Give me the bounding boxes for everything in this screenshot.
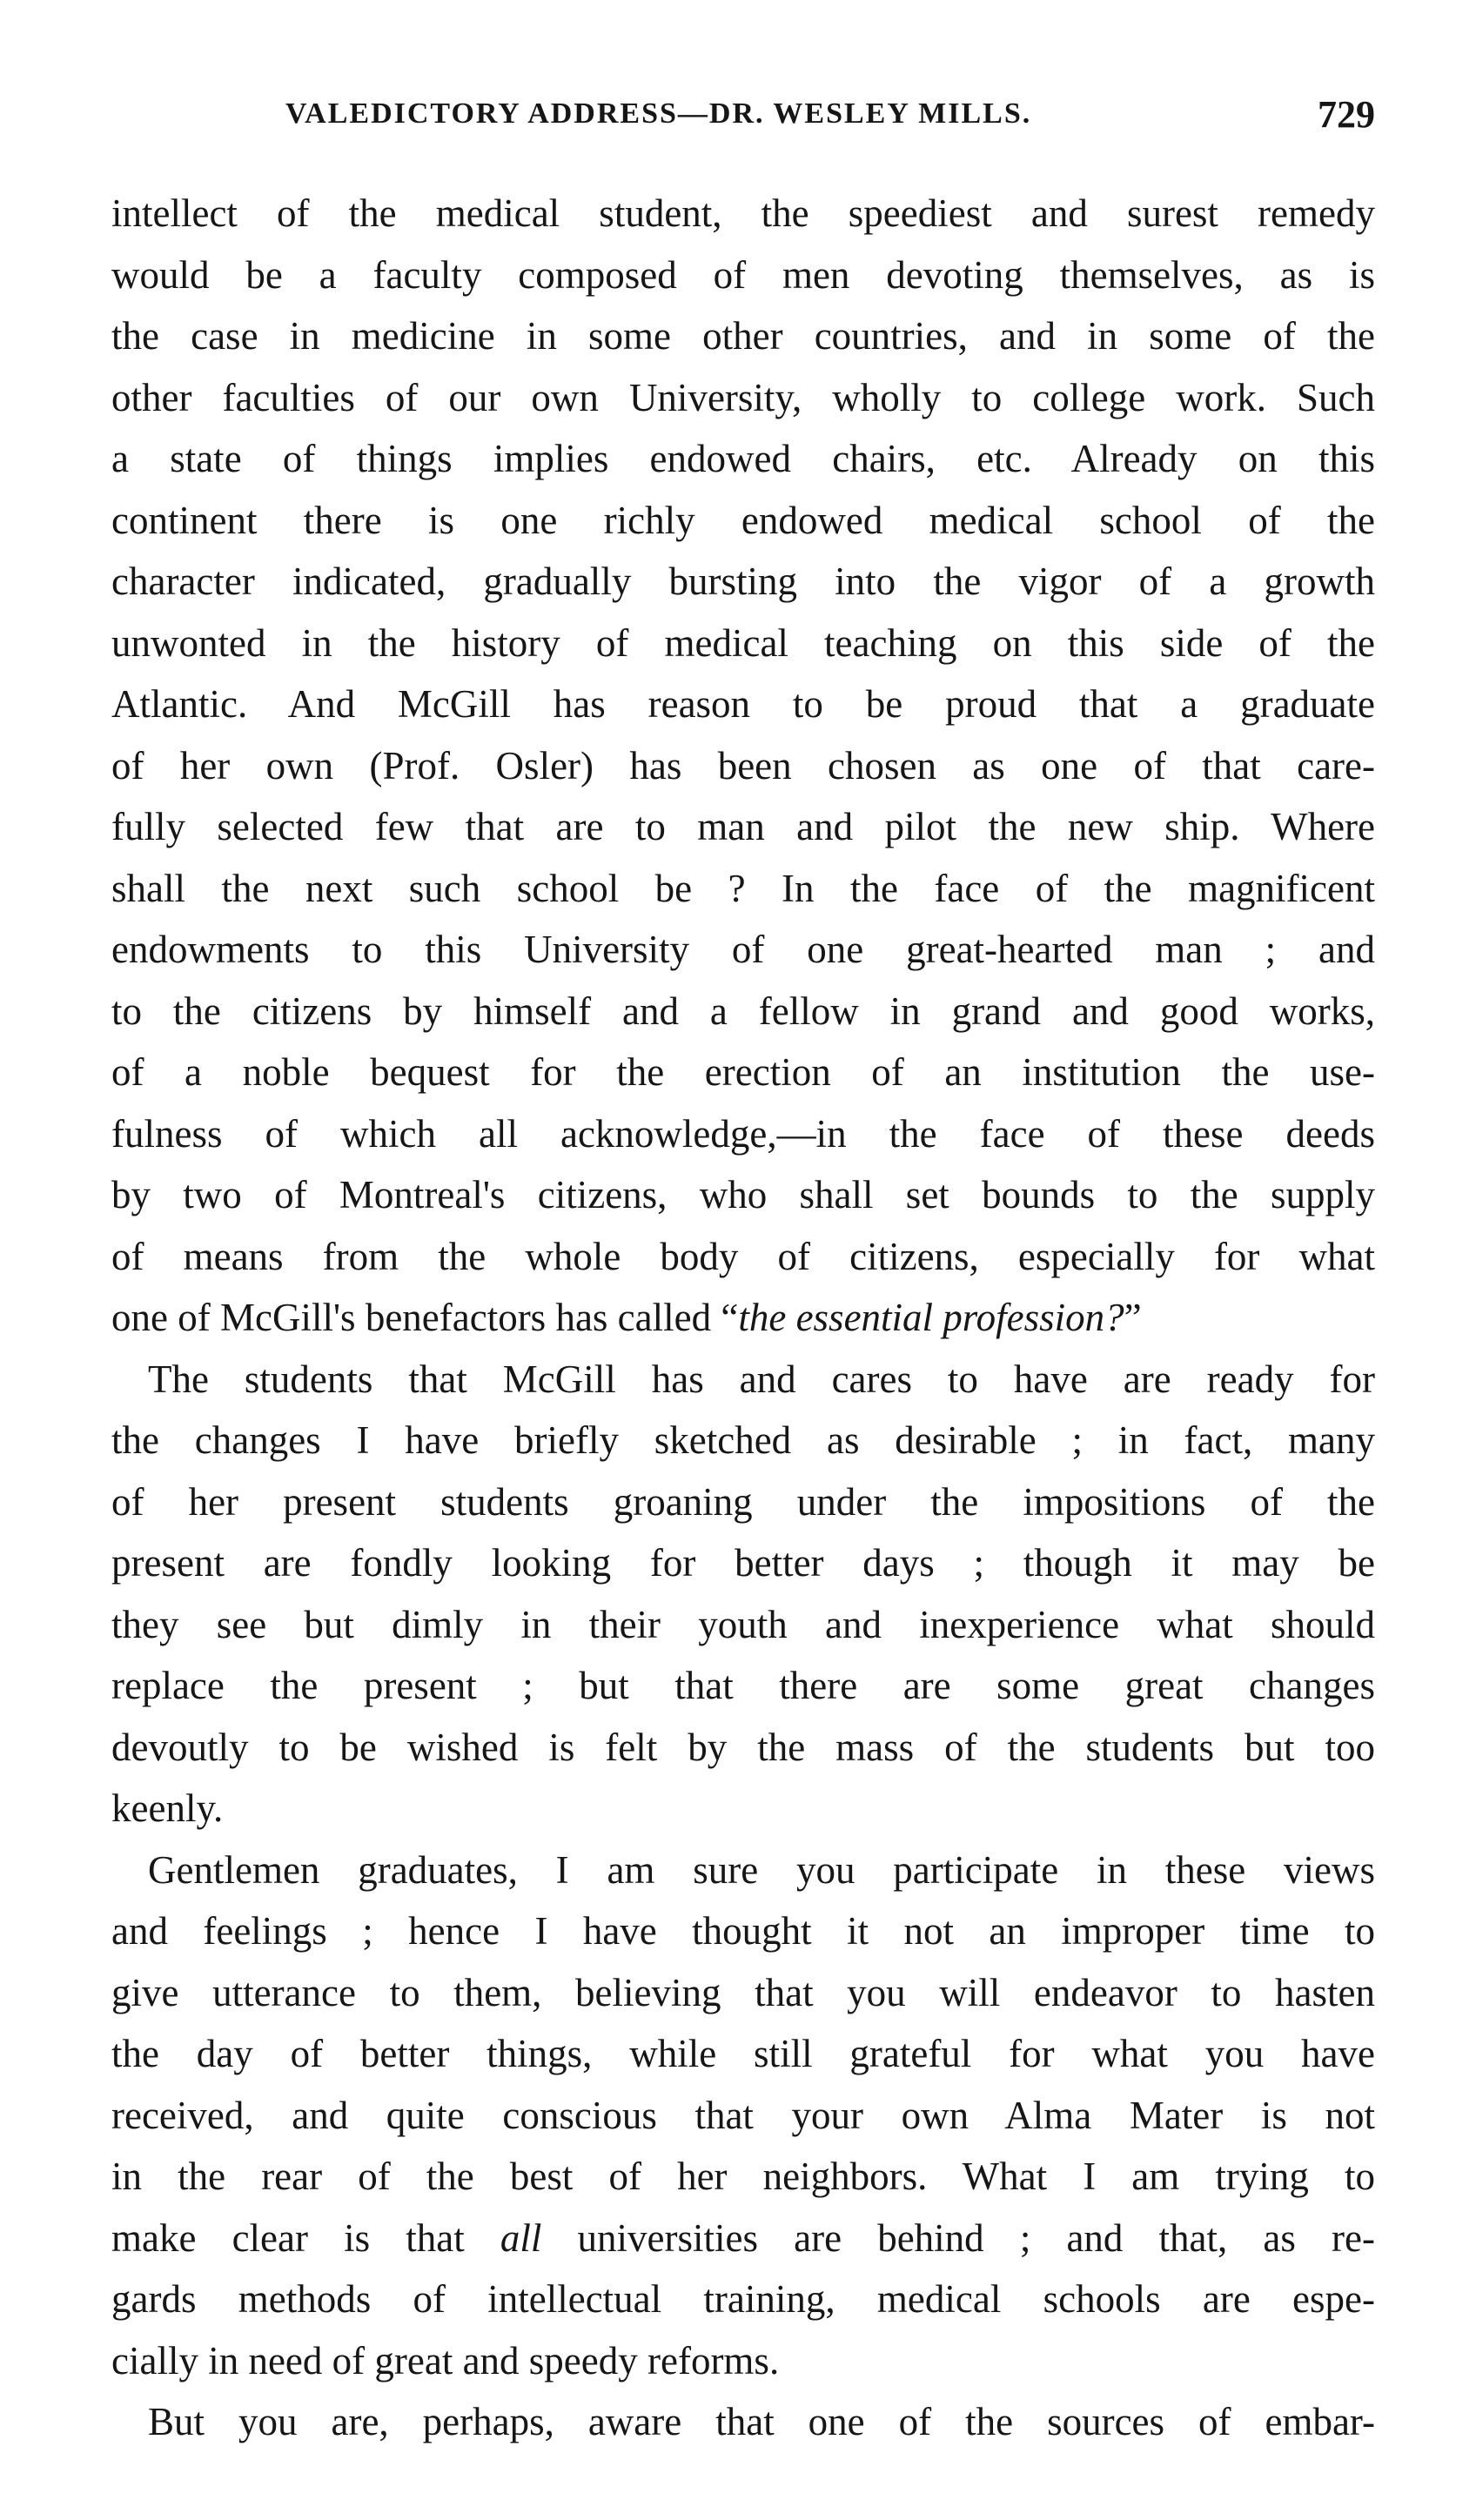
- text-line: of means from the whole body of citizens, especially for what: [111, 1234, 1375, 1278]
- text-line: cially in need of great and speedy reforms.: [111, 2338, 780, 2383]
- text-line: the day of better things, while still grateful for what you have: [111, 2032, 1375, 2075]
- document-page: [111, 0, 1375, 2520]
- paragraph-4: [111, 2391, 1375, 2453]
- text-run: one of McGill's benefactors has called “: [111, 1296, 739, 1339]
- text-line: received, and quite conscious that your own Alma Mater is not: [111, 2093, 1375, 2137]
- text-line: of a noble bequest for the erection of an institution the use-: [111, 1050, 1375, 1094]
- text-line: Gentlemen graduates, I am sure you participate in these views: [148, 1847, 1375, 1892]
- text-line: they see but dimly in their youth and inexperience what should: [111, 1602, 1375, 1646]
- text-line: devoutly to be wished is felt by the mass of the students but too: [111, 1725, 1375, 1769]
- body-text: [111, 183, 1375, 2453]
- text-line: [111, 1287, 1375, 1349]
- text-line: replace the present ; but that there are some great changes: [111, 1664, 1375, 1707]
- text-run: make clear is that: [111, 2215, 500, 2260]
- text-line: But you are, perhaps, aware that one of the sources of embar-: [148, 2400, 1375, 2443]
- text-line: the changes I have briefly sketched as desirable ; in fact, many: [111, 1418, 1375, 1462]
- text-line: of her present students groaning under the impositions of the: [111, 1479, 1375, 1524]
- text-line: keenly.: [111, 1786, 224, 1830]
- text-line: a state of things implies endowed chairs, etc. Already on this: [111, 437, 1375, 480]
- text-line: by two of Montreal's citizens, who shall set bounds to the supply: [111, 1173, 1375, 1216]
- running-header: [111, 93, 1375, 150]
- italic-word: all: [500, 2215, 542, 2260]
- text-line: fulness of which all acknowledge,—in the face of these deeds: [111, 1111, 1375, 1156]
- text-line: [111, 2208, 1375, 2269]
- running-title: VALEDICTORY ADDRESS—DR. WESLEY MILLS.: [285, 97, 1032, 130]
- text-line: endowments to this University of one great-hearted man ; and: [111, 928, 1375, 971]
- text-line: shall the next such school be ? In the face of the magnificent: [111, 866, 1375, 910]
- text-line: of her own (Prof. Osler) has been chosen as one of that care-: [111, 743, 1375, 788]
- text-line: intellect of the medical student, the speediest and surest remedy: [111, 191, 1375, 235]
- text-line: would be a faculty composed of men devoting themselves, as is: [111, 252, 1375, 297]
- text-line: to the citizens by himself and a fellow in grand and good works,: [111, 989, 1375, 1033]
- text-line: give utterance to them, believing that you will endeavor to hasten: [111, 1970, 1375, 2014]
- text-line: other faculties of our own University, wholly to college work. Such: [111, 375, 1375, 419]
- paragraph-1: [111, 183, 1375, 1349]
- text-line: and feelings ; hence I have thought it not an improper time to: [111, 1909, 1375, 1953]
- text-line: the case in medicine in some other countries, and in some of the: [111, 314, 1375, 358]
- text-line: fully selected few that are to man and pilot the new ship. Where: [111, 805, 1375, 848]
- text-line: continent there is one richly endowed medical school of the: [111, 498, 1375, 542]
- text-line: The students that McGill has and cares to have are ready for: [148, 1357, 1375, 1401]
- text-line: present are fondly looking for better days ; though it may be: [111, 1541, 1375, 1585]
- text-run: universities are behind ; and that, as re-: [541, 2215, 1375, 2260]
- text-line: gards methods of intellectual training, medical schools are espe-: [111, 2277, 1375, 2321]
- text-line: Atlantic. And McGill has reason to be proud that a graduate: [111, 682, 1375, 726]
- paragraph-3: [111, 1840, 1375, 2392]
- text-line: in the rear of the best of her neighbors. What I am trying to: [111, 2155, 1375, 2198]
- paragraph-2: [111, 1349, 1375, 1840]
- text-line: character indicated, gradually bursting into the vigor of a growth: [111, 560, 1375, 603]
- italic-quote: the essential profession?: [738, 1296, 1124, 1339]
- text-line: unwonted in the history of medical teaching on this side of the: [111, 620, 1375, 665]
- text-run: ”: [1124, 1296, 1142, 1339]
- page-number: 729: [1318, 93, 1375, 136]
